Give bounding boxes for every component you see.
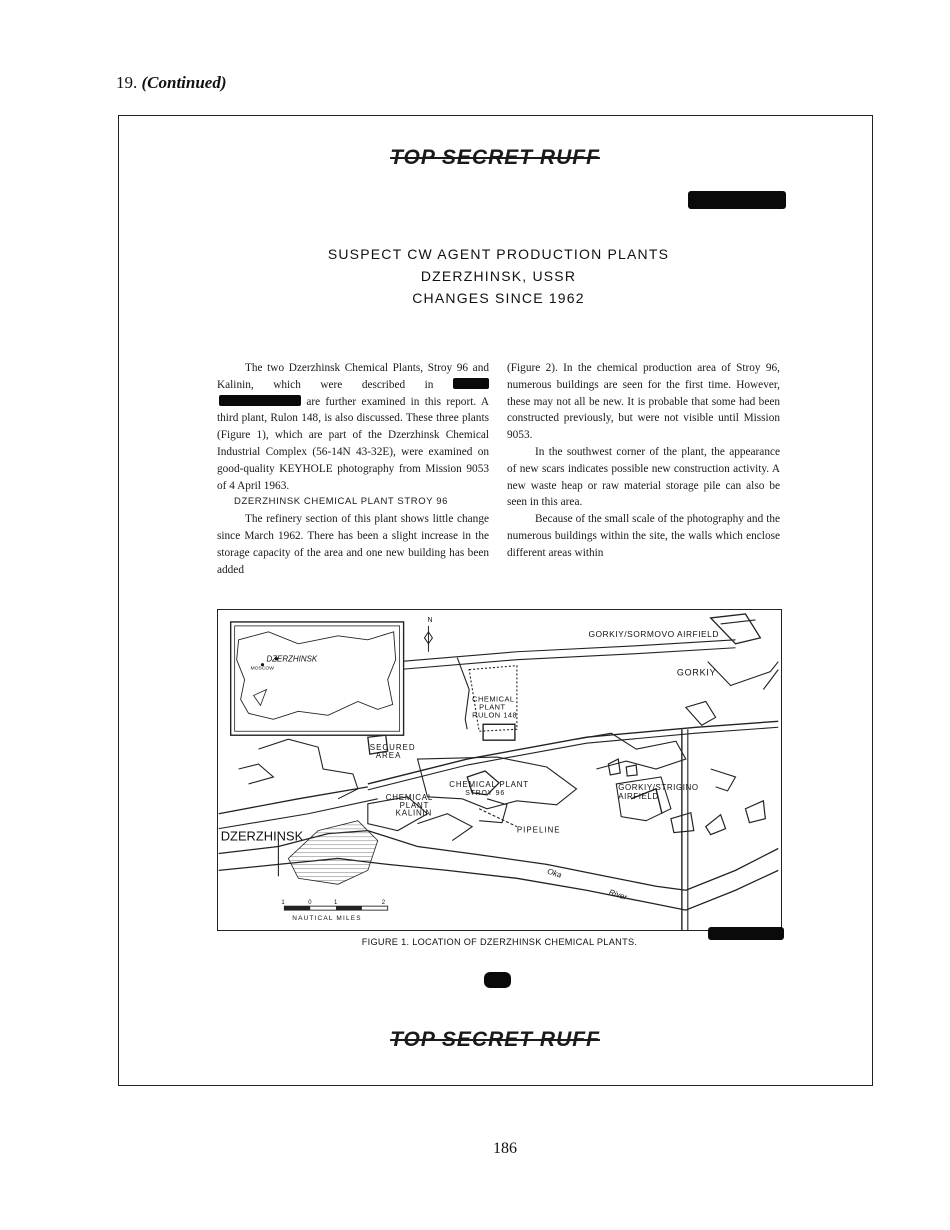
location-map xyxy=(217,609,782,931)
scale-tick-2: 2 xyxy=(381,900,386,907)
inline-redaction xyxy=(453,378,489,389)
left-paragraph-2: The refinery section of this plant shows little change since March 1962. There has been a slight increase in the storage capacity of the area and one new building has been added xyxy=(217,513,489,576)
scale-tick-1: 1 xyxy=(334,900,338,907)
oka-river-label: Oka xyxy=(546,866,563,880)
secured-area-label-1: SECURED xyxy=(369,743,416,753)
document-title xyxy=(216,243,781,309)
page-number: 186 xyxy=(493,1140,517,1157)
right-column xyxy=(507,360,780,562)
title-line-1: SUSPECT CW AGENT PRODUCTION PLANTS xyxy=(327,246,670,262)
inset-city-label: DZERZHINSK xyxy=(266,654,318,664)
kalinin-label-1: CHEMICAL xyxy=(385,792,434,802)
stroy-96-label-1: CHEMICAL PLANT xyxy=(449,779,529,789)
kalinin-label-3: KALININ xyxy=(395,808,433,818)
north-arrow xyxy=(424,626,432,652)
inset-moscow-label: MOSCOW xyxy=(250,666,274,672)
strigino-airfield-label-1: GORKIY/STRIGINO xyxy=(618,782,699,792)
gorkiy-city-label: GORKIY xyxy=(676,667,717,678)
title-line-3: CHANGES SINCE 1962 xyxy=(412,290,585,306)
section-number: 19. xyxy=(116,73,138,92)
strigino-airfield-label-2: AIRFIELD xyxy=(618,791,659,801)
page-header xyxy=(116,73,227,93)
right-paragraph-3: Because of the small scale of the photography and the numerous buildings within the site, the walls which enclose different areas within xyxy=(507,513,780,559)
scale-bar xyxy=(284,906,387,910)
inset-map xyxy=(231,622,404,735)
inline-redaction-2 xyxy=(219,395,301,406)
gorkiy-sormovo-airfield-label: GORKIY/SORMOVO AIRFIELD xyxy=(588,628,719,639)
redaction-bar-top xyxy=(688,191,786,209)
rulon-label-2: PLANT xyxy=(479,702,506,712)
rulon-label-3: RULON 148 xyxy=(472,710,518,720)
classification-marking-top: TOP SECRET RUFF xyxy=(390,146,600,169)
right-paragraph-1: (Figure 2). In the chemical production area of Stroy 96, numerous buildings are seen for the first time. However, these may not all be new. It is probable that some had been constructed previously, but were not visible until Mission 9053. xyxy=(507,362,780,442)
kalinin-label-2: PLANT xyxy=(399,800,430,810)
scale-tick-0: 0 xyxy=(308,900,312,907)
left-paragraph-1: The two Dzerzhinsk Chemical Plants, Stroy 96 and Kalinin, which were described in are further examined in this report. A third plant, Rulon 148, is also discussed. These three plants (Figure 1), which are part of the Dzerzhinsk Chemical Industrial Complex (56-14N 43-32E), were examined on good-quality KEYHOLE photography from Mission 9053 of 4 April 1963. xyxy=(217,362,490,492)
continued-label: (Continued) xyxy=(141,73,227,92)
redaction-blob xyxy=(484,972,511,988)
left-column xyxy=(217,360,489,578)
dzerzhinsk-label: DZERZHINSK xyxy=(220,828,304,844)
north-label: N xyxy=(427,616,433,624)
classification-marking-bottom: TOP SECRET RUFF xyxy=(390,1028,600,1051)
scale-label: NAUTICAL MILES xyxy=(292,915,362,923)
secured-area-label-2: AREA xyxy=(375,751,402,761)
subheading-stroy-96: DZERZHINSK CHEMICAL PLANT STROY 96 xyxy=(234,496,448,508)
figure-caption: FIGURE 1. LOCATION OF DZERZHINSK CHEMICAL PLANTS. xyxy=(361,937,638,947)
title-line-2: DZERZHINSK, USSR xyxy=(420,268,577,284)
rulon-label-1: CHEMICAL xyxy=(472,694,515,704)
pipeline-label: PIPELINE xyxy=(516,825,561,835)
river-label: River xyxy=(607,887,629,902)
scale-tick-minus1: 1 xyxy=(281,900,285,907)
right-paragraph-2: In the southwest corner of the plant, the appearance of new scars indicates possible new construction activity. A new waste heap or raw material storage pile can also be seen in this area. xyxy=(507,445,780,509)
stroy-96-label-2: STROY 96 xyxy=(465,789,505,797)
